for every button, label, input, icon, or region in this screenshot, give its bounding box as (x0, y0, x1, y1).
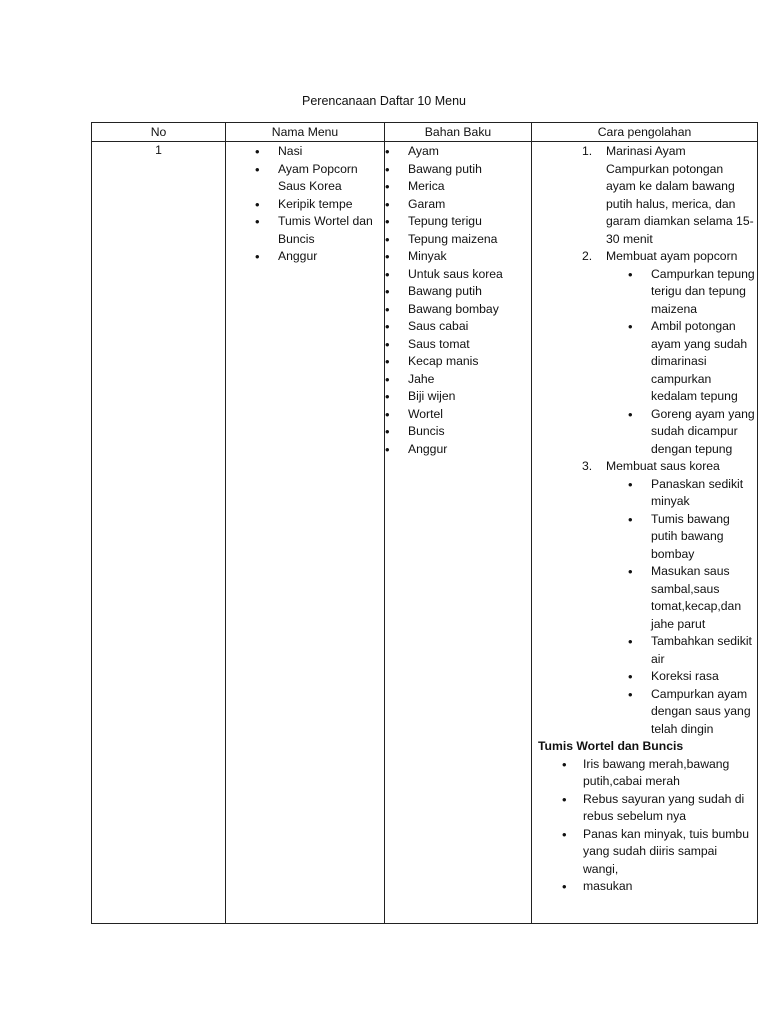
list-item: • Campurkan ayam dengan saus yang telah dingin (651, 686, 755, 739)
step-item (582, 143, 755, 248)
substep-list (606, 476, 755, 739)
list-item: • Anggur (408, 441, 527, 459)
list-item: • Panas kan minyak, tuis bumbu yang sudah diiris sampai wangi, (583, 826, 755, 879)
cell-no: 1 (92, 142, 226, 924)
menu-list (226, 142, 384, 266)
list-item: • Campurkan tepung terigu dan tepung maizena (651, 266, 755, 319)
header-no: No (92, 123, 226, 142)
list-item: • Rebus sayuran yang sudah di rebus sebelum nya (583, 791, 755, 826)
table-row (92, 142, 758, 924)
list-item: • Kecap manis (408, 353, 527, 371)
list-item: • Ayam (408, 143, 527, 161)
list-item: • Ayam Popcorn Saus Korea (278, 161, 380, 196)
list-item: • Koreksi rasa (651, 668, 755, 686)
menu-table (91, 122, 758, 924)
list-item: • Goreng ayam yang sudah dicampur dengan tepung (651, 406, 755, 459)
list-item: • Buncis (408, 423, 527, 441)
step-description: Campurkan potongan ayam ke dalam bawang putih halus, merica, dan garam diamkan selama 15-30 menit (606, 161, 754, 246)
step-title: Marinasi Ayam (606, 144, 686, 158)
list-item: • Bawang putih (408, 161, 527, 179)
list-item: • Biji wijen (408, 388, 527, 406)
list-item: • Merica (408, 178, 527, 196)
list-item: • Tumis Wortel dan Buncis (278, 213, 380, 248)
header-cara-pengolahan: Cara pengolahan (532, 123, 758, 142)
table-header-row (92, 123, 758, 142)
cell-bahan-baku (385, 142, 532, 924)
header-bahan-baku: Bahan Baku (385, 123, 532, 142)
list-item: • Tepung terigu (408, 213, 527, 231)
list-item: • Nasi (278, 143, 380, 161)
list-item: • Bawang bombay (408, 301, 527, 319)
ingredient-list (385, 142, 531, 458)
list-item: • Masukan saus sambal,saus tomat,kecap,dan jahe parut (651, 563, 755, 633)
list-item: • Wortel (408, 406, 527, 424)
tumis-list (532, 756, 757, 896)
list-item: • Anggur (278, 248, 380, 266)
list-item: • Iris bawang merah,bawang putih,cabai merah (583, 756, 755, 791)
step-number: 1. (582, 144, 593, 158)
cell-nama-menu (226, 142, 385, 924)
list-item: • Panaskan sedikit minyak (651, 476, 755, 511)
steps-list (532, 142, 757, 738)
list-item: • Untuk saus korea (408, 266, 527, 284)
list-item: • Minyak (408, 248, 527, 266)
substep-list (606, 266, 755, 459)
step-title: Membuat ayam popcorn (606, 249, 738, 263)
step-item (582, 458, 755, 738)
list-item: • Tambahkan sedikit air (651, 633, 755, 668)
list-item: • Jahe (408, 371, 527, 389)
section-title-tumis: Tumis Wortel dan Buncis (538, 739, 684, 753)
list-item: • Tepung maizena (408, 231, 527, 249)
cell-cara-pengolahan (532, 142, 758, 924)
list-item: • Garam (408, 196, 527, 214)
list-item: • Saus tomat (408, 336, 527, 354)
step-number: 3. (582, 459, 593, 473)
list-item: • Saus cabai (408, 318, 527, 336)
step-number: 2. (582, 249, 593, 263)
step-item (582, 248, 755, 458)
list-item: • Keripik tempe (278, 196, 380, 214)
header-nama-menu: Nama Menu (226, 123, 385, 142)
list-item: • Tumis bawang putih bawang bombay (651, 511, 755, 564)
list-item: • masukan (583, 878, 755, 896)
list-item: • Ambil potongan ayam yang sudah dimarinasi campurkan kedalam tepung (651, 318, 755, 406)
step-title: Membuat saus korea (606, 459, 720, 473)
document-title: Perencanaan Daftar 10 Menu (302, 94, 466, 108)
list-item: • Bawang putih (408, 283, 527, 301)
